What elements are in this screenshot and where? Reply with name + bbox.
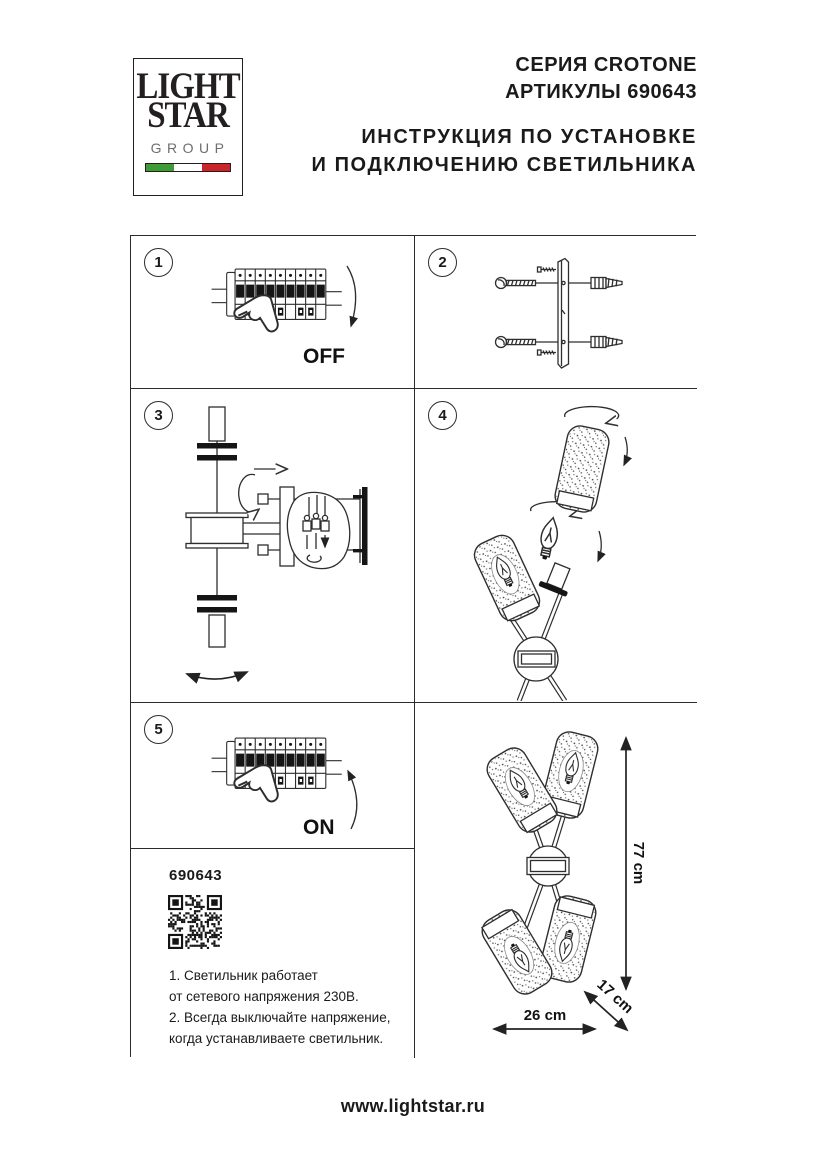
step-3-badge: 3 [144, 401, 173, 430]
article-number: 690643 [169, 867, 223, 884]
lightstar-logo [133, 58, 243, 196]
info-panel [131, 849, 415, 1058]
width-dimension-label: 26 cm [523, 1007, 567, 1024]
step-1-illustration-breaker-off [131, 236, 413, 387]
italian-flag-bar [145, 163, 231, 172]
instruction-title-line2: И ПОДКЛЮЧЕНИЮ СВЕТИЛЬНИКА [311, 154, 697, 176]
depth-dimension-label: 17 cm [593, 976, 637, 1018]
step-5-illustration-breaker-on [131, 703, 413, 847]
logo-group: GROUP [150, 140, 230, 157]
instruction-grid [130, 235, 696, 1057]
fixture-dimensions-illustration [415, 703, 695, 1056]
header-text [311, 52, 697, 179]
flag-red [202, 164, 230, 171]
dimensions-panel [415, 703, 697, 1058]
note-line: 1. Светильник работает [169, 968, 318, 983]
step-3-illustration-assembly [131, 389, 413, 701]
instruction-title-line1: ИНСТРУКЦИЯ ПО УСТАНОВКЕ [361, 126, 697, 148]
step-4-illustration-bulb-shade [415, 389, 695, 701]
series-title: СЕРИЯ CROTONE [515, 54, 697, 76]
step-4-badge: 4 [428, 401, 457, 430]
step-1-panel [131, 236, 415, 389]
note-line: от сетевого напряжения 230В. [169, 989, 359, 1004]
articles-title: АРТИКУЛЫ 690643 [505, 81, 697, 103]
safety-notes [169, 965, 390, 1049]
website-url: www.lightstar.ru [340, 1096, 486, 1116]
flag-green [146, 164, 174, 171]
height-dimension-label: 77 cm [630, 841, 647, 885]
step-5-badge: 5 [144, 715, 173, 744]
step-2-badge: 2 [428, 248, 457, 277]
logo-star: STAR [147, 95, 229, 137]
step-5-panel [131, 703, 415, 849]
step-1-badge: 1 [144, 248, 173, 277]
step-2-panel [415, 236, 697, 389]
off-label: OFF [303, 345, 345, 368]
step-4-panel [415, 389, 697, 703]
on-label: ON [303, 816, 335, 839]
note-line: когда устанавливаете светильник. [169, 1031, 384, 1046]
step-2-illustration-mounting [415, 236, 695, 387]
note-line: 2. Всегда выключайте напряжение, [169, 1010, 391, 1025]
qr-code [168, 895, 222, 949]
flag-white [174, 164, 202, 171]
step-3-panel [131, 389, 415, 703]
logo-light: LIGHT [136, 66, 240, 108]
